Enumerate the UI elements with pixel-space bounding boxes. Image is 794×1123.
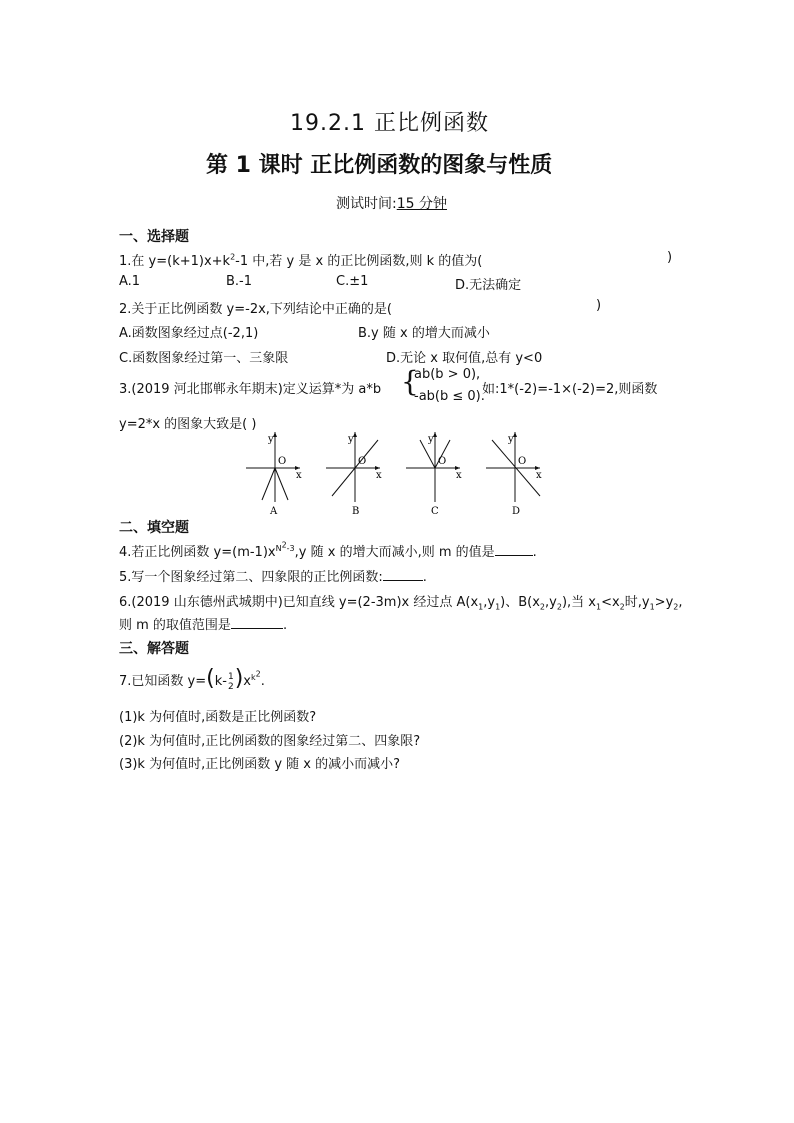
q2-option-c[interactable]: C.函数图象经过第一、三象限 [119,351,289,366]
q7-x: x [243,674,251,689]
q7-fraction [228,672,234,692]
q4-exp-3: -3 [286,543,295,553]
graph-c-label: C [431,506,439,517]
graph-c-x-label: x [456,470,462,481]
q3-graph-options [240,428,560,520]
q2-option-d[interactable]: D.无论 x 取何值,总有 y<0 [386,351,543,366]
question-5 [119,566,427,585]
graph-b[interactable] [326,432,382,517]
q1-text-pre: 1.在 y=(k+1)x+k [119,254,231,269]
q6-sub-x1b: 1 [595,602,602,612]
test-time-value: 15 分钟 [396,196,447,212]
q1-option-b[interactable]: B.-1 [226,274,253,289]
q7-k: k- [214,674,227,689]
test-time [336,193,447,213]
graph-d-label: D [512,506,521,517]
graph-a[interactable] [246,432,302,517]
q4-text-post: ,y 随 x 的增大而减小,则 m 的值是 [294,545,495,560]
q6-sub-x2b: 2 [619,602,625,612]
q7-paren-close: ) [234,666,244,691]
q6-end: . [282,618,288,633]
q4-end: . [532,545,537,560]
q6-text-i: , [678,595,683,610]
section-heading-answer: 三、解答题 [119,641,189,657]
q5-answer-blank[interactable] [383,568,423,581]
question-3-pre: 3.(2019 河北邯郸永年期末)定义运算*为 a*b [119,382,382,397]
q6-text-c: )、B(x [500,595,540,610]
graph-c-y-label: y [428,434,434,445]
question-7 [119,668,265,692]
q7-part-1: (1)k 为何值时,函数是正比例函数? [119,710,317,725]
graph-b-y-label: y [348,434,354,445]
piecewise-case-1: ab(b > 0), [414,367,481,382]
q5-end: . [422,570,427,585]
graph-b-x-label: x [376,470,382,481]
q6-text-b: ,y [483,595,496,610]
q2-option-a[interactable]: A.函数图象经过点(-2,1) [119,326,259,341]
question-6-line2 [119,614,287,633]
graph-a-x-label: x [296,470,302,481]
q1-close-paren: ) [667,250,673,265]
q7-exp-k: k [250,672,256,682]
q7-frac-den: 2 [227,681,234,692]
q4-text-pre: 4.若正比例函数 y=(m-1)x [119,545,276,560]
q2-close-paren: ) [596,298,602,313]
q7-end: . [260,674,265,689]
q4-answer-blank[interactable] [495,543,533,556]
lesson-subtitle: 第 1 课时 正比例函数的图象与性质 [206,153,553,178]
piecewise-brace: { [401,365,419,398]
q6-sub-y1b: 1 [649,602,655,612]
q6-line2-text: 则 m 的取值范围是 [119,618,231,633]
section-heading-choice: 一、选择题 [119,229,189,245]
q6-sub-y2b: 2 [673,602,679,612]
q2-option-b[interactable]: B.y 随 x 的增大而减小 [358,326,490,341]
piecewise-case-2: -ab(b ≤ 0). [414,389,485,404]
q6-text-f: <x [601,595,620,610]
q7-part-3: (3)k 为何值时,正比例函数 y 随 x 的减小而减小? [119,757,401,772]
test-time-label: 测试时间: [336,196,397,212]
section-heading-fill: 二、填空题 [119,520,189,536]
q6-answer-blank[interactable] [231,616,283,629]
lesson-title: 19.2.1 正比例函数 [290,111,489,136]
question-6-line1 [119,591,683,610]
question-4 [119,541,537,560]
question-3-post: 如:1*(-2)=-1×(-2)=2,则函数 [482,382,658,397]
graph-a-label: A [270,506,278,517]
graph-d-x-label: x [536,470,542,481]
q7-frac-num: 1 [227,671,234,682]
q7-text-pre: 7.已知函数 y= [119,674,207,689]
question-3-line2: y=2*x 的图象大致是( ) [119,417,257,432]
q6-text-h: >y [654,595,674,610]
q6-text-g: 时,y [624,595,650,610]
q4-exp-2: 2 [281,540,287,550]
question-1 [119,250,482,269]
graph-b-label: B [352,506,360,517]
q6-text-d: ,y [545,595,557,610]
q1-option-a[interactable]: A.1 [119,274,141,289]
graph-d-y-label: y [508,434,514,445]
graph-a-y-label: y [268,434,274,445]
q1-exponent: 2 [230,252,236,262]
graph-b-origin: O [358,456,367,467]
q6-sub-y2: 2 [556,602,562,612]
q6-text-e: ),当 x [561,595,596,610]
graph-d-origin: O [518,456,527,467]
graph-d[interactable] [486,432,542,517]
q6-sub-y1: 1 [495,602,501,612]
q1-option-c[interactable]: C.±1 [336,274,369,289]
graph-c-origin: O [438,456,447,467]
q6-sub-x1: 1 [478,602,484,612]
question-2: 2.关于正比例函数 y=-2x,下列结论中正确的是( [119,302,392,317]
graph-a-origin: O [278,456,287,467]
q7-part-2: (2)k 为何值时,正比例函数的图象经过第二、四象限? [119,734,421,749]
q1-text-post: -1 中,若 y 是 x 的正比例函数,则 k 的值为( [235,254,483,269]
q4-exp-n: N [275,543,282,553]
graph-c[interactable] [406,432,462,517]
q7-exp-2: 2 [255,669,261,679]
q7-paren-open: ( [206,666,215,691]
q6-text-a: 6.(2019 山东德州武城期中)已知直线 y=(2-3m)x 经过点 A(x [119,595,479,610]
q1-option-d[interactable]: D.无法确定 [455,278,522,293]
q5-text: 5.写一个图象经过第二、四象限的正比例函数: [119,570,383,585]
q6-sub-x2: 2 [539,602,546,612]
